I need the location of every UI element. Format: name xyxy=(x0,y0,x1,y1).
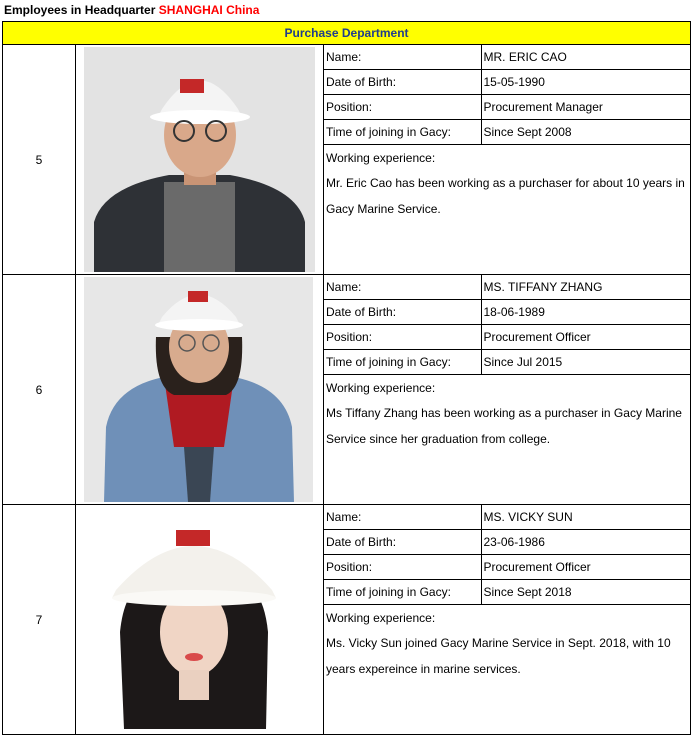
experience-cell xyxy=(324,605,690,683)
employee-photo-cell xyxy=(76,45,324,275)
position-value: Procurement Manager xyxy=(481,95,690,120)
dob-value: 15-05-1990 xyxy=(481,70,690,95)
name-label: Name: xyxy=(324,275,481,300)
joining-value: Since Jul 2015 xyxy=(481,350,690,375)
employee-photo xyxy=(84,277,313,502)
experience-text: Ms. Vicky Sun joined Gacy Marine Service in Sept. 2018, with 10 years expereince in marine services. xyxy=(326,636,671,676)
name-value: MS. TIFFANY ZHANG xyxy=(481,275,690,300)
department-header: Purchase Department xyxy=(3,22,691,45)
joining-value: Since Sept 2008 xyxy=(481,120,690,145)
dob-label: Date of Birth: xyxy=(324,530,481,555)
employee-photo-cell xyxy=(76,275,324,505)
employee-photo xyxy=(84,512,304,729)
name-label: Name: xyxy=(324,45,481,70)
name-value: MS. VICKY SUN xyxy=(481,505,690,530)
position-label: Position: xyxy=(324,95,481,120)
employee-number: 7 xyxy=(3,505,76,735)
experience-text: Mr. Eric Cao has been working as a purchaser for about 10 years in Gacy Marine Service. xyxy=(326,176,685,216)
employee-table xyxy=(2,21,691,735)
dob-value: 23-06-1986 xyxy=(481,530,690,555)
employee-photo-cell xyxy=(76,505,324,735)
dob-value: 18-06-1989 xyxy=(481,300,690,325)
joining-value: Since Sept 2018 xyxy=(481,580,690,605)
joining-label: Time of joining in Gacy: xyxy=(324,580,481,605)
experience-label: Working experience: xyxy=(326,381,436,395)
experience-text: Ms Tiffany Zhang has been working as a purchaser in Gacy Marine Service since her graduation from college. xyxy=(326,406,682,446)
employee-photo xyxy=(84,47,315,272)
name-value: MR. ERIC CAO xyxy=(481,45,690,70)
joining-label: Time of joining in Gacy: xyxy=(324,120,481,145)
employee-info xyxy=(324,505,691,735)
employee-info xyxy=(324,275,691,505)
experience-cell xyxy=(324,145,690,223)
name-label: Name: xyxy=(324,505,481,530)
title-prefix: Employees in Headquarter xyxy=(4,3,156,17)
dob-label: Date of Birth: xyxy=(324,70,481,95)
position-label: Position: xyxy=(324,555,481,580)
experience-label: Working experience: xyxy=(326,611,436,625)
employee-row xyxy=(3,275,691,505)
experience-label: Working experience: xyxy=(326,151,436,165)
position-label: Position: xyxy=(324,325,481,350)
joining-label: Time of joining in Gacy: xyxy=(324,350,481,375)
title-city: SHANGHAI China xyxy=(158,3,260,17)
employee-number: 5 xyxy=(3,45,76,275)
dob-label: Date of Birth: xyxy=(324,300,481,325)
employee-info xyxy=(324,45,691,275)
experience-cell xyxy=(324,375,690,453)
employee-number: 6 xyxy=(3,275,76,505)
employee-row xyxy=(3,45,691,275)
page-title xyxy=(4,2,259,18)
employee-row xyxy=(3,505,691,735)
position-value: Procurement Officer xyxy=(481,325,690,350)
position-value: Procurement Officer xyxy=(481,555,690,580)
